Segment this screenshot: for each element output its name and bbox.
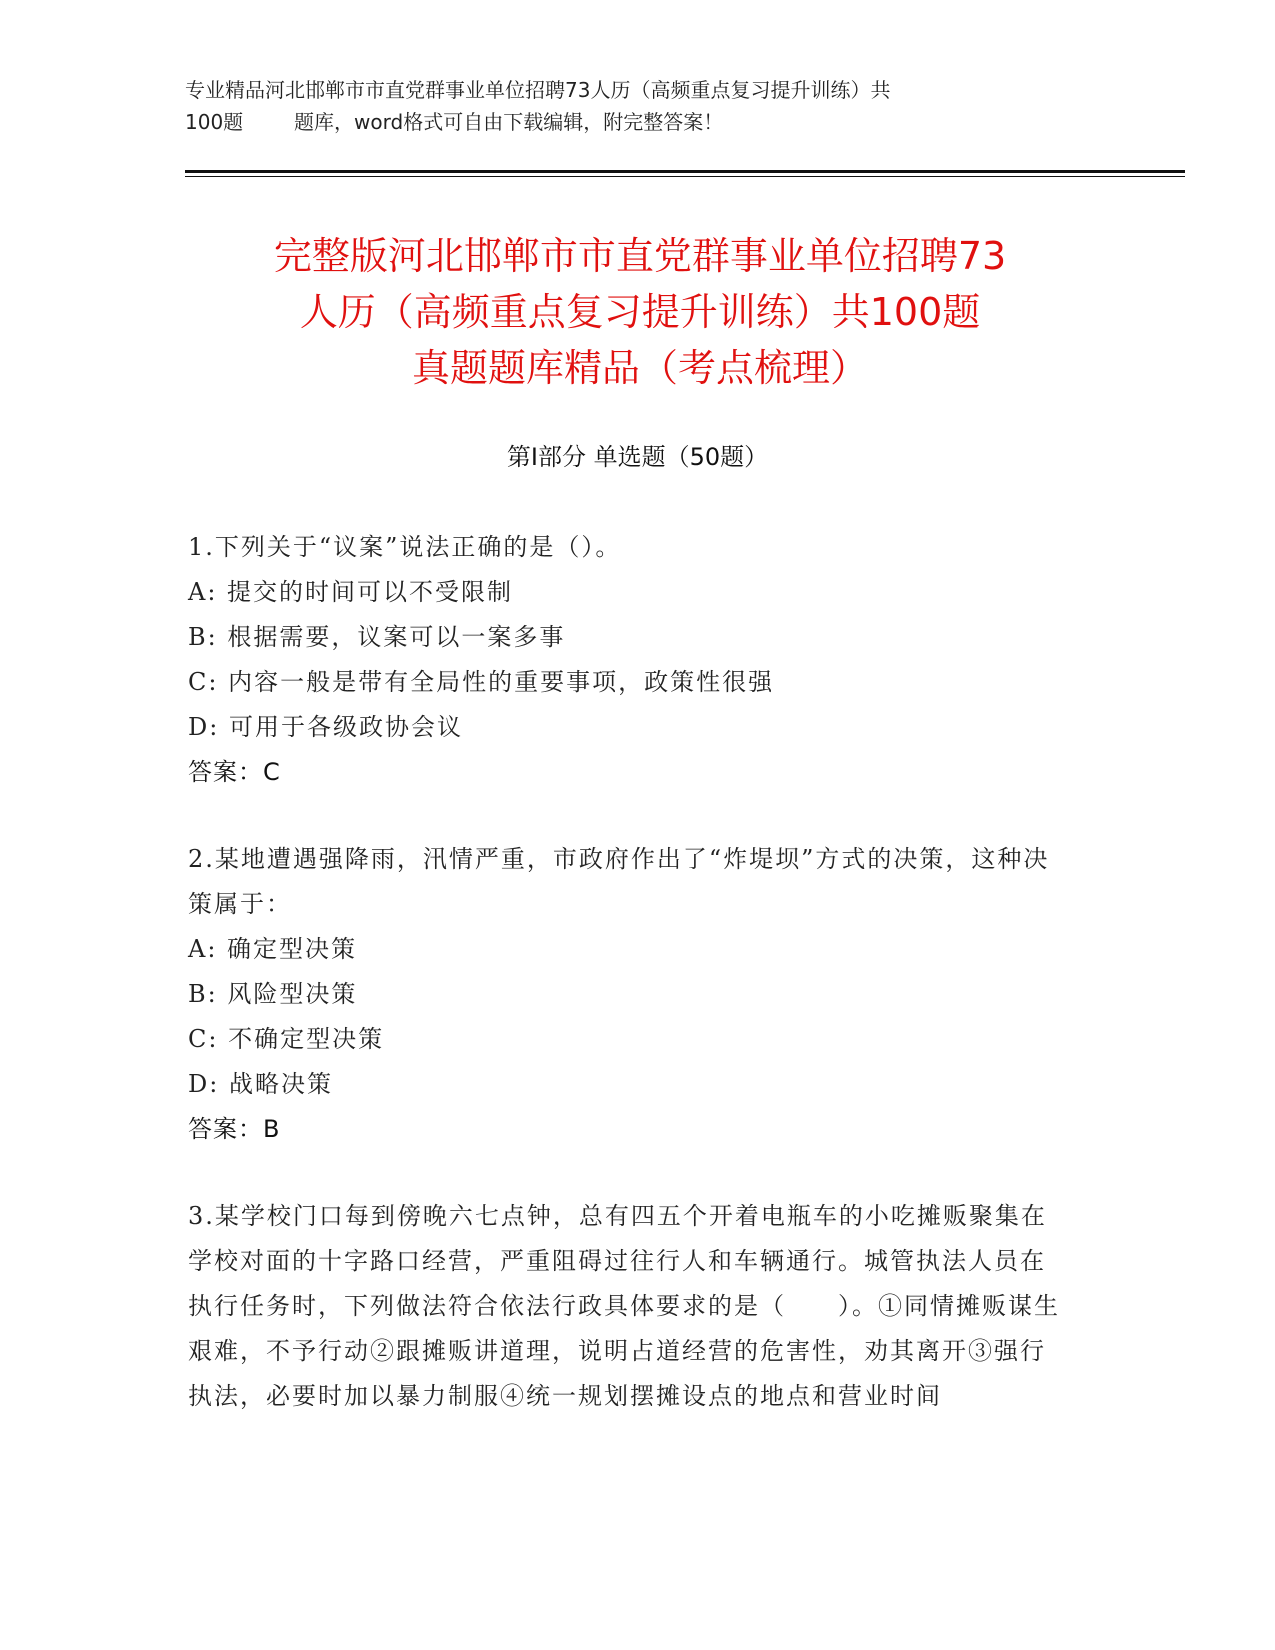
- question-3: [188, 1194, 1068, 1419]
- header-line-2: 100题 题库，word格式可自由下载编辑，附完整答案！: [185, 110, 724, 134]
- question-list: [188, 525, 1068, 1461]
- option-b: B: 根据需要，议案可以一案多事: [188, 623, 566, 651]
- option-b: B: 风险型决策: [188, 980, 358, 1008]
- answer-line: 答案：C: [188, 758, 281, 786]
- question-1: [188, 525, 1068, 795]
- option-d: D: 战略决策: [188, 1070, 333, 1098]
- title-line-2: 人历（高频重点复习提升训练）共100题: [299, 290, 981, 334]
- title-line-3: 真题题库精品（考点梳理）: [411, 346, 868, 390]
- option-d: D: 可用于各级政协会议: [188, 713, 463, 741]
- question-stem: 3.某学校门口每到傍晚六七点钟，总有四五个开着电瓶车的小吃摊贩聚集在学校对面的十字路口经营，严重阻碍过往行人和车辆通行。城管执法人员在执行任务时，下列做法符合依法行政具体要求的是（ ）。①同情摊贩谋生艰难，不予行动②跟摊贩讲道理，说明占道经营的危害性，劝其离开③强行执法，必要时加以暴力制服④统一规划摆摊设点的地点和营业时间: [188, 1202, 1060, 1410]
- header-rule-thick: [185, 170, 1185, 173]
- header-line-1: 专业精品河北邯郸市市直党群事业单位招聘73人历（高频重点复习提升训练）共: [185, 78, 891, 102]
- option-c: C: 内容一般是带有全局性的重要事项，政策性很强: [188, 668, 775, 696]
- document-header: [185, 74, 1085, 138]
- answer-line: 答案：B: [188, 1115, 281, 1143]
- question-2: [188, 837, 1068, 1152]
- header-rule-thin: [185, 176, 1185, 177]
- option-a: A: 确定型决策: [188, 935, 358, 963]
- section-heading: 第Ⅰ部分 单选题（50题）: [506, 443, 769, 471]
- option-a: A: 提交的时间可以不受限制: [188, 578, 514, 606]
- question-stem: 2.某地遭遇强降雨，汛情严重，市政府作出了“炸堤坝”方式的决策，这种决策属于：: [188, 845, 1050, 918]
- document-title: [160, 228, 1120, 396]
- question-stem: 1.下列关于“议案”说法正确的是（）。: [188, 533, 622, 561]
- option-c: C: 不确定型决策: [188, 1025, 385, 1053]
- title-line-1: 完整版河北邯郸市市直党群事业单位招聘73: [273, 234, 1007, 278]
